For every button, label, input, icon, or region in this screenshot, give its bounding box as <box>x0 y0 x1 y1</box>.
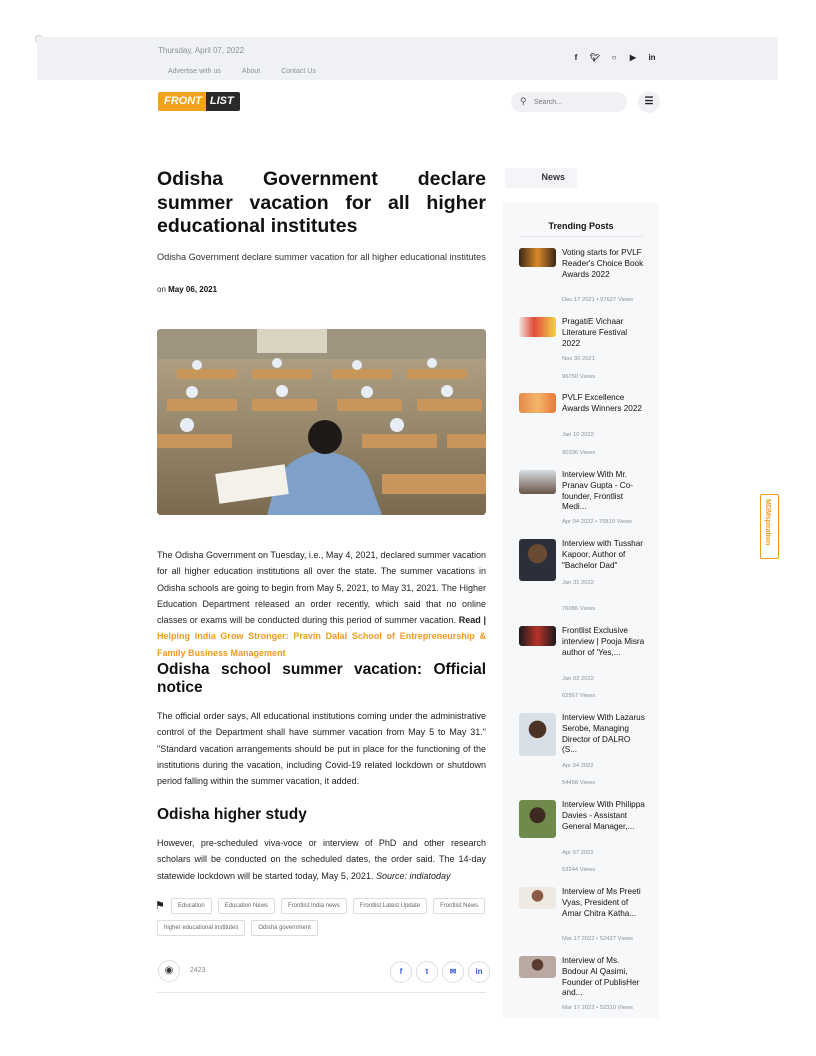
post-views: 97627 Views <box>600 297 634 303</box>
tag-item[interactable]: Education <box>171 898 212 914</box>
post-thumbnail <box>519 713 556 756</box>
contact-link[interactable]: Contact Us <box>281 68 316 75</box>
search-input[interactable] <box>534 96 620 108</box>
post-views: 76819 Views <box>598 519 632 525</box>
post-thumbnail <box>519 317 556 337</box>
article-title: Odisha Government declare summer vacation for all higher educational institutes <box>157 168 486 237</box>
hamburger-icon: ☰ <box>644 96 654 107</box>
post-date: Jan 10 2022 <box>562 432 594 438</box>
post-date: Nov 30 2021 <box>562 356 595 362</box>
related-article-link[interactable]: Helping India Grow Stronger: Pravin Dalal School of Entrepreneurship & Family Business Management <box>157 631 486 658</box>
post-title: Interview of Ms Preeti Vyas, President of Amar Chitra Katha... <box>562 887 641 918</box>
publish-date <box>157 285 217 294</box>
post-thumbnail <box>519 248 556 267</box>
youtube-icon[interactable]: ▶ <box>629 53 637 62</box>
post-views: 90336 Views <box>562 450 596 456</box>
about-link[interactable]: About <box>241 68 261 75</box>
post-date: Mar 17 2022 <box>562 936 595 942</box>
classroom-exam-photo <box>157 329 486 515</box>
post-views: 54458 Views <box>562 780 596 786</box>
post-date: Mar 17 2022 <box>562 1005 595 1011</box>
instagram-icon[interactable]: ○ <box>611 53 617 62</box>
post-views: 62567 Views <box>562 693 596 699</box>
post-title: Interview of Ms. Bodour Al Qasimi, Founder of PublisHer and... <box>562 956 640 998</box>
heading-higher-study: Odisha higher study <box>157 806 307 823</box>
post-thumbnail <box>519 470 556 494</box>
linkedin-icon[interactable]: in <box>468 961 490 983</box>
mdmspiration-tab[interactable] <box>760 494 779 559</box>
share-buttons <box>390 961 490 983</box>
date-prefix: on <box>157 285 166 294</box>
post-date: Jan 31 2022 <box>562 580 594 586</box>
social-links <box>571 53 657 63</box>
mdmspiration-label: MDMspiration <box>764 499 771 546</box>
heading-official-notice: Odisha school summer vacation: Official notice <box>157 661 486 696</box>
trending-divider <box>519 236 643 237</box>
search-icon[interactable]: ⚲ <box>520 96 527 106</box>
logo-part-front: FRONT <box>158 92 206 111</box>
read-label: Read | <box>458 615 486 626</box>
post-thumbnail <box>519 626 556 646</box>
post-thumbnail <box>519 539 556 581</box>
tag-item[interactable]: Frontlist News <box>433 898 485 914</box>
article-paragraph-1 <box>157 547 486 661</box>
post-thumbnail <box>519 887 556 909</box>
post-views: 53244 Views <box>562 867 596 873</box>
trending-title: Trending Posts <box>548 221 614 231</box>
advertise-link[interactable]: Advertise with us <box>168 68 221 75</box>
article-paragraph-3 <box>157 835 486 884</box>
frontlist-logo[interactable] <box>158 92 240 111</box>
post-views: 52310 Views <box>599 1005 633 1011</box>
post-date: Apr 04 2022 <box>562 763 594 769</box>
post-views: 52427 Views <box>599 936 633 942</box>
post-date: Dec 17 2021 <box>562 297 595 303</box>
top-links <box>168 68 316 75</box>
post-date: Apr 04 2022 <box>562 519 594 525</box>
logo-part-list: LIST <box>206 92 240 111</box>
linkedin-icon[interactable]: in <box>648 53 656 62</box>
article-paragraph-2: The official order says, All educational institutions coming under the administrative control of the Department shall have summer vacation from May 5 to May 31." "Standard vacation arrangements should be put in place for the functioning of the institutions during the vacation, including Covid-19 related lockdown or shutdown period falling within the summer vacation, it added. <box>157 711 486 787</box>
mail-icon[interactable]: ✉ <box>442 961 464 983</box>
post-title: PragatiE Vichaar Literature Festival 2022 <box>562 317 628 348</box>
paragraph-1-text: The Odisha Government on Tuesday, i.e., May 4, 2021, declared summer vacation for all higher education institutions all over the state. The summer vacations in Odisha schools are going to begin from May 5, 2021, to May 31, 2021. The Higher Education Department released an order recently, which said that no online classes or exams will be conducted during this period of summer vacation. <box>157 550 487 626</box>
facebook-icon[interactable]: f <box>390 961 412 983</box>
post-meta: Apr 04 2022 • 76819 Views <box>562 519 632 525</box>
tag-icon: ⚑ <box>155 900 165 912</box>
tag-item[interactable]: higher educational institutes <box>157 920 245 936</box>
post-title: PVLF Excellence Awards Winners 2022 <box>562 393 642 413</box>
post-meta: Mar 17 2022 • 52310 Views <box>562 1005 633 1011</box>
post-meta: Mar 17 2022 • 52427 Views <box>562 936 633 942</box>
article-subtitle: Odisha Government declare summer vacation for all higher educational institutes <box>157 252 486 262</box>
tag-item[interactable]: Odisha government <box>251 920 317 936</box>
menu-button[interactable] <box>638 91 660 113</box>
source-credit: Source: indiatoday <box>375 870 451 881</box>
post-title: Interview With Mr. Pranav Gupta - Co-founder, Frontlist Medi... <box>562 470 633 512</box>
eye-icon: ◉ <box>158 960 180 982</box>
post-date: Apr 07 2022 <box>562 850 594 856</box>
post-title: Interview with Tusshar Kapoor, Author of "Bachelor Dad" <box>562 539 643 570</box>
post-meta: Dec 17 2021 • 97627 Views <box>562 297 634 303</box>
date-value: May 06, 2021 <box>168 285 218 294</box>
divider <box>157 992 486 993</box>
post-thumbnail <box>519 956 556 978</box>
tag-item[interactable]: Education News <box>218 898 275 914</box>
paragraph-3-text: However, pre-scheduled viva-voce or interview of PhD and other research scholars will be conducted on the scheduled dates, the order said. The 14-day statewide lockdown will be started today, May 5, 2021. <box>157 838 486 881</box>
tag-item[interactable]: Frontlist Latest Update <box>353 898 427 914</box>
post-title: Voting starts for PVLF Reader's Choice Book Awards 2022 <box>562 248 644 279</box>
post-views: 96750 Views <box>562 374 596 380</box>
post-date: Jan 03 2022 <box>562 676 594 682</box>
post-thumbnail <box>519 800 556 838</box>
tag-item[interactable]: Frontlist India news <box>281 898 347 914</box>
facebook-icon[interactable]: f <box>574 53 578 62</box>
view-count: 2423 <box>190 967 206 974</box>
article-image <box>157 329 486 515</box>
post-thumbnail <box>519 393 556 413</box>
search-box[interactable] <box>511 92 627 112</box>
category-news[interactable]: News <box>505 168 577 188</box>
twitter-icon[interactable]: t <box>416 961 438 983</box>
top-bar <box>37 37 778 80</box>
post-views: 76086 Views <box>562 606 596 612</box>
post-title: Interview With Philippa Davies - Assistant General Manager,... <box>562 800 645 831</box>
post-title: Frontlist Exclusive interview | Pooja Misra author of 'Yes,... <box>562 626 645 657</box>
twitter-icon[interactable]: 🐦︎ <box>590 53 601 62</box>
post-title: Interview With Lazarus Serobe, Managing Director of DALRO (S... <box>562 713 645 755</box>
current-date: Thursday, April 07, 2022 <box>158 46 245 55</box>
tag-list <box>164 898 491 936</box>
